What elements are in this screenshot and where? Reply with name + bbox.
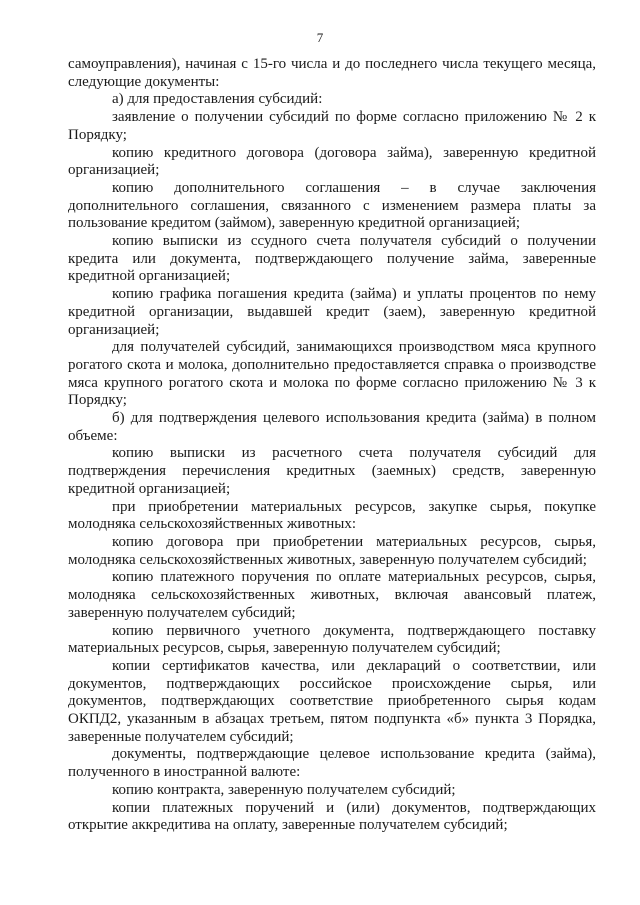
paragraph: копию дополнительного соглашения – в случае заключения дополнительного соглашения, связанного с изменением размера платы за пользование кредитом (займом), заверенную кредитной организацией; [68,179,596,232]
paragraph: копию выписки из ссудного счета получателя субсидий о получении кредита или документа, подтверждающего получение займа, заверенные кредитной организацией; [68,233,596,285]
paragraph: при приобретении материальных ресурсов, закупке сырья, покупке молодняка сельскохозяйственных животных: [68,498,596,533]
document-body [68,56,596,835]
page-number: 7 [316,30,324,45]
paragraph: а) для предоставления субсидий: [112,91,323,108]
paragraph: копии сертификатов качества, или деклараций о соответствии, или документов, подтверждающих российское происхождение сырья, или документов, подтверждающих соответствие приобретенного сырья кодам ОКПД2, указанным в абзацах третьем, пятом подпункта «б» пункта 3 Порядка, заверенные получателем субсидий; [68,657,596,745]
paragraph: копию выписки из расчетного счета получателя субсидий для подтверждения перечисления кредитных (заемных) средств, заверенную кредитной организацией; [68,445,596,497]
paragraph: заявление о получении субсидий по форме согласно приложению № 2 к Порядку; [68,109,596,143]
paragraph: документы, подтверждающие целевое использование кредита (займа), полученного в иностранной валюте: [68,746,596,781]
paragraph: копию графика погашения кредита (займа) и уплаты процентов по нему кредитной организации, выдавшей кредит (заем), заверенную кредитной организацией; [68,286,596,338]
paragraph: копию платежного поручения по оплате материальных ресурсов, сырья, молодняка сельскохозяйственных животных, включая авансовый платеж, заверенную получателем субсидий; [68,569,596,621]
paragraph: копию кредитного договора (договора займа), заверенную кредитной организацией; [68,144,596,179]
paragraph: копию первичного учетного документа, подтверждающего поставку материальных ресурсов, сырья, заверенную получателем субсидий; [68,622,596,657]
paragraph: копию контракта, заверенную получателем субсидий; [112,781,456,798]
paragraph: копии платежных поручений и (или) документов, подтверждающих открытие аккредитива на оплату, заверенные получателем субсидий; [68,799,596,834]
paragraph: самоуправления), начиная с 15-го числа и до последнего числа текущего месяца, следующие документы: [68,56,596,90]
paragraph: для получателей субсидий, занимающихся производством мяса крупного рогатого скота и молока, дополнительно предоставляется справка о производстве мяса крупного рогатого скота и молока по форме согласно приложению № 3 к Порядку; [68,339,596,409]
paragraph: копию договора при приобретении материальных ресурсов, сырья, молодняка сельскохозяйственных животных, заверенную получателем субсидий; [68,533,596,568]
paragraph: б) для подтверждения целевого использования кредита (займа) в полном объеме: [68,410,596,444]
